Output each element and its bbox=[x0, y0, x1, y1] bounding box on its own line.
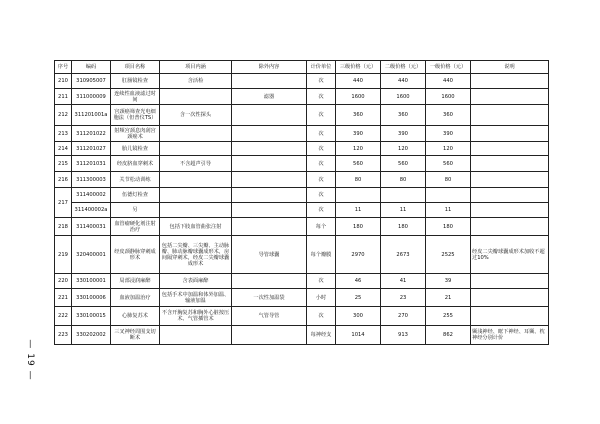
table-row bbox=[55, 172, 549, 188]
item-content bbox=[160, 326, 232, 345]
row-number: 213 bbox=[55, 126, 72, 142]
remark bbox=[471, 188, 549, 203]
price-level3: 46 bbox=[336, 274, 381, 289]
price-level2: 440 bbox=[381, 74, 426, 89]
column-header: 三级价格（元） bbox=[336, 61, 381, 74]
row-number: 220 bbox=[55, 274, 72, 289]
item-code: 330100001 bbox=[72, 274, 111, 289]
item-content bbox=[160, 188, 232, 203]
remark bbox=[471, 105, 549, 126]
remark bbox=[471, 274, 549, 289]
price-level3: 80 bbox=[336, 172, 381, 188]
item-content: 包括二尖瓣、三尖瓣、主动脉瓣、肺动脉瓣球囊成形术，房间隔穿刺术，经皮二尖瓣球囊成形术 bbox=[160, 236, 232, 274]
item-content bbox=[160, 89, 232, 105]
price-level2: 2673 bbox=[381, 236, 426, 274]
price-level1: 440 bbox=[426, 74, 471, 89]
remark bbox=[471, 203, 549, 218]
pricing-unit: 小时 bbox=[307, 289, 336, 307]
price-level3: 11 bbox=[336, 203, 381, 218]
table-row bbox=[55, 203, 549, 218]
item-name: 射频宫颈息肉刮宫颈癌术 bbox=[111, 126, 160, 142]
row-number: 217 bbox=[55, 188, 72, 218]
excluded-content bbox=[232, 218, 307, 236]
pricing-unit: 次 bbox=[307, 142, 336, 156]
item-name: 宫颈癌筛查光电细胞法（但普仪TS） bbox=[111, 105, 160, 126]
pricing-unit: 次 bbox=[307, 89, 336, 105]
price-level2: 23 bbox=[381, 289, 426, 307]
page-number-text: — 19 — bbox=[25, 339, 35, 381]
item-name: 连续性血液滤过时间 bbox=[111, 89, 160, 105]
price-level1: 360 bbox=[426, 105, 471, 126]
table-row bbox=[55, 74, 549, 89]
item-name: 伍德灯检查 bbox=[111, 188, 160, 203]
item-name: 经皮脐血穿刺术 bbox=[111, 156, 160, 172]
row-number: 211 bbox=[55, 89, 72, 105]
price-level2: 80 bbox=[381, 172, 426, 188]
item-name: 另 bbox=[111, 203, 160, 218]
pricing-unit: 次 bbox=[307, 274, 336, 289]
excluded-content bbox=[232, 105, 307, 126]
item-content bbox=[160, 203, 232, 218]
column-header: 说明 bbox=[471, 61, 549, 74]
column-header: 序号 bbox=[55, 61, 72, 74]
price-level1: 180 bbox=[426, 218, 471, 236]
column-header: 一级价格（元） bbox=[426, 61, 471, 74]
excluded-content: 滤器 bbox=[232, 89, 307, 105]
item-code: 311201001a bbox=[72, 105, 111, 126]
table-row bbox=[55, 289, 549, 307]
item-name: 关节松动训练 bbox=[111, 172, 160, 188]
page-number bbox=[23, 330, 37, 390]
item-content: 含活检 bbox=[160, 74, 232, 89]
item-content: 不含开胸复苏和胸外心脏按压术、气管插管术 bbox=[160, 307, 232, 326]
excluded-content: 一次性加温袋 bbox=[232, 289, 307, 307]
pricing-unit: 次 bbox=[307, 126, 336, 142]
remark bbox=[471, 126, 549, 142]
price-level3: 440 bbox=[336, 74, 381, 89]
price-level2 bbox=[381, 188, 426, 203]
price-level1: 21 bbox=[426, 289, 471, 307]
row-number: 221 bbox=[55, 289, 72, 307]
row-number: 215 bbox=[55, 156, 72, 172]
pricing-unit: 每神经支 bbox=[307, 326, 336, 345]
remark bbox=[471, 142, 549, 156]
item-name: 血液加温治疗 bbox=[111, 289, 160, 307]
table-row bbox=[55, 188, 549, 203]
pricing-unit: 次 bbox=[307, 74, 336, 89]
item-code: 330202002 bbox=[72, 326, 111, 345]
pricing-unit: 次 bbox=[307, 188, 336, 203]
item-content: 包括手术中加温和体外加温、输液加温 bbox=[160, 289, 232, 307]
item-code: 311400002 bbox=[72, 188, 111, 203]
excluded-content bbox=[232, 142, 307, 156]
remark: 颞浅神经、眶下神经、耳颞、枕神经分别计价 bbox=[471, 326, 549, 345]
pricing-unit: 次 bbox=[307, 156, 336, 172]
price-level1: 862 bbox=[426, 326, 471, 345]
row-number: 214 bbox=[55, 142, 72, 156]
excluded-content bbox=[232, 74, 307, 89]
excluded-content bbox=[232, 203, 307, 218]
pricing-unit: 次 bbox=[307, 105, 336, 126]
price-level2: 270 bbox=[381, 307, 426, 326]
excluded-content bbox=[232, 188, 307, 203]
price-level2: 11 bbox=[381, 203, 426, 218]
remark: 经皮二尖瓣球囊成形术加收不超过10% bbox=[471, 236, 549, 274]
pricing-unit: 次 bbox=[307, 172, 336, 188]
price-level3: 1014 bbox=[336, 326, 381, 345]
row-number: 218 bbox=[55, 218, 72, 236]
remark bbox=[471, 156, 549, 172]
table-row bbox=[55, 236, 549, 274]
price-level1: 1600 bbox=[426, 89, 471, 105]
item-code: 311400002a bbox=[72, 203, 111, 218]
price-level3: 120 bbox=[336, 142, 381, 156]
item-content bbox=[160, 172, 232, 188]
table-row bbox=[55, 326, 549, 345]
column-header: 项目内涵 bbox=[160, 61, 232, 74]
item-name: 血管瘤硬化剂注射治疗 bbox=[111, 218, 160, 236]
item-code: 330100015 bbox=[72, 307, 111, 326]
item-name: 经皮颈静脉穿刺成形术 bbox=[111, 236, 160, 274]
excluded-content: 导管球囊 bbox=[232, 236, 307, 274]
price-level3: 1600 bbox=[336, 89, 381, 105]
item-content: 包括下肢血管曲张注射 bbox=[160, 218, 232, 236]
pricing-unit: 每个瓣膜 bbox=[307, 236, 336, 274]
excluded-content bbox=[232, 326, 307, 345]
pricing-unit: 每个 bbox=[307, 218, 336, 236]
price-level3: 25 bbox=[336, 289, 381, 307]
item-code: 311300003 bbox=[72, 172, 111, 188]
item-code: 311201031 bbox=[72, 156, 111, 172]
row-number: 212 bbox=[55, 105, 72, 126]
excluded-content bbox=[232, 156, 307, 172]
pricing-unit: 次 bbox=[307, 203, 336, 218]
price-level2: 180 bbox=[381, 218, 426, 236]
item-content bbox=[160, 126, 232, 142]
price-level2: 560 bbox=[381, 156, 426, 172]
item-code: 311400031 bbox=[72, 218, 111, 236]
row-number: 210 bbox=[55, 74, 72, 89]
remark bbox=[471, 289, 549, 307]
table-row bbox=[55, 274, 549, 289]
price-level1: 560 bbox=[426, 156, 471, 172]
column-header: 计价单位 bbox=[307, 61, 336, 74]
price-level1: 39 bbox=[426, 274, 471, 289]
item-code: 311000009 bbox=[72, 89, 111, 105]
column-header: 除外内容 bbox=[232, 61, 307, 74]
pricing-unit: 次 bbox=[307, 307, 336, 326]
price-level1: 120 bbox=[426, 142, 471, 156]
price-level3: 180 bbox=[336, 218, 381, 236]
excluded-content bbox=[232, 172, 307, 188]
item-content bbox=[160, 142, 232, 156]
table-row bbox=[55, 156, 549, 172]
item-code: 311201027 bbox=[72, 142, 111, 156]
item-content: 含表面麻醉 bbox=[160, 274, 232, 289]
price-level1: 80 bbox=[426, 172, 471, 188]
item-code: 310905007 bbox=[72, 74, 111, 89]
item-code: 311201022 bbox=[72, 126, 111, 142]
price-level3: 360 bbox=[336, 105, 381, 126]
price-level1 bbox=[426, 188, 471, 203]
remark bbox=[471, 89, 549, 105]
table-row bbox=[55, 105, 549, 126]
remark bbox=[471, 307, 549, 326]
price-level3 bbox=[336, 188, 381, 203]
table-row bbox=[55, 126, 549, 142]
item-name: 心肺复苏术 bbox=[111, 307, 160, 326]
price-level2: 360 bbox=[381, 105, 426, 126]
item-name: 局部浸润麻醉 bbox=[111, 274, 160, 289]
table-row bbox=[55, 307, 549, 326]
row-number: 223 bbox=[55, 326, 72, 345]
price-level2: 390 bbox=[381, 126, 426, 142]
item-name: 肛肠镜检查 bbox=[111, 74, 160, 89]
price-table bbox=[54, 60, 549, 345]
remark bbox=[471, 74, 549, 89]
column-header: 项目名称 bbox=[111, 61, 160, 74]
price-level1: 2525 bbox=[426, 236, 471, 274]
column-header: 二级价格（元） bbox=[381, 61, 426, 74]
table-row bbox=[55, 89, 549, 105]
price-level3: 2970 bbox=[336, 236, 381, 274]
excluded-content bbox=[232, 126, 307, 142]
item-code: 320400001 bbox=[72, 236, 111, 274]
price-level1: 11 bbox=[426, 203, 471, 218]
price-level2: 1600 bbox=[381, 89, 426, 105]
price-level3: 390 bbox=[336, 126, 381, 142]
item-content: 含一次性探头 bbox=[160, 105, 232, 126]
table-header-row bbox=[55, 61, 549, 74]
price-level1: 255 bbox=[426, 307, 471, 326]
item-code: 330100006 bbox=[72, 289, 111, 307]
table-row bbox=[55, 142, 549, 156]
item-name: 胎儿镜检查 bbox=[111, 142, 160, 156]
price-level2: 120 bbox=[381, 142, 426, 156]
excluded-content: 气管导管 bbox=[232, 307, 307, 326]
price-level1: 390 bbox=[426, 126, 471, 142]
price-level3: 560 bbox=[336, 156, 381, 172]
price-level2: 913 bbox=[381, 326, 426, 345]
remark bbox=[471, 218, 549, 236]
excluded-content bbox=[232, 274, 307, 289]
row-number: 222 bbox=[55, 307, 72, 326]
row-number: 219 bbox=[55, 236, 72, 274]
row-number: 216 bbox=[55, 172, 72, 188]
table-row bbox=[55, 218, 549, 236]
item-content: 不含超声引导 bbox=[160, 156, 232, 172]
remark bbox=[471, 172, 549, 188]
item-name: 三叉神经周围支切断术 bbox=[111, 326, 160, 345]
price-level2: 41 bbox=[381, 274, 426, 289]
column-header: 编码 bbox=[72, 61, 111, 74]
table-body bbox=[55, 74, 549, 345]
price-level3: 300 bbox=[336, 307, 381, 326]
